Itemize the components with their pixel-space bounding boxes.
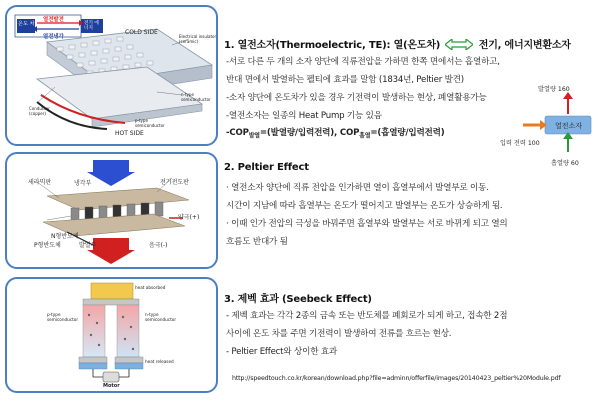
heat-absorbed-label: heat absorbed: [135, 285, 166, 290]
cop-formula: [226, 126, 444, 140]
negative-terminal-label: 음극(-): [149, 242, 168, 249]
heat-released-label: heat released: [145, 359, 174, 364]
section3-line-2: 사이에 온도 차를 주면 기전력이 발생하여 전류를 흐르는 현상.: [226, 329, 452, 339]
section3-title: 3. 제벡 효과 (Seebeck Effect): [224, 294, 372, 305]
input-power-label: 입력 전력 100: [500, 140, 540, 147]
cold-side-label: COLD SIDE: [125, 29, 158, 36]
section1-line-2: 반대 면에서 발열하는 펠티에 효과를 말함 (1834년, Peltier 발견): [226, 75, 464, 85]
cop-cool-formula: =(흡열량/입력전력): [370, 128, 445, 138]
section3-line-1: - 제벡 효과는 각각 2종의 금속 또는 반도체를 폐회로가 되게 하고, 접속한 2점: [226, 311, 508, 321]
section2-title: 2. Peltier Effect: [224, 162, 309, 173]
source-url[interactable]: http://speedtouch.co.kr/korean/download.php?file=adminn/offerfile/images/20140423_peltier%20Module.pdf: [232, 375, 561, 382]
n-semiconductor-label: N형반도체: [51, 233, 79, 240]
conductor-label: Conductor (copper): [29, 106, 50, 116]
insulator-label: Electrical insulator (ceramic): [179, 34, 217, 44]
cop-cool-sub: 흡열: [359, 132, 371, 140]
energy-block-label: 열전소자: [555, 122, 583, 130]
section1-title: [224, 36, 571, 51]
ceramic-plate-label: 세라믹판: [28, 179, 52, 186]
section1-title-prefix: 1. 열전소자(Thermoelectric, TE): 열(온도차): [224, 40, 441, 51]
peltier-heat-label: 열전발전: [43, 17, 64, 23]
seebeck-effect-diagram: [7, 279, 217, 391]
section2-line-2: 시간이 지남에 따라 흡열부는 온도가 떨어지고 발열부는 온도가 상승하게 됨.: [226, 201, 503, 211]
double-arrow-icon: [445, 39, 473, 50]
heat-in-label: 흡열량 60: [551, 160, 579, 167]
motor-label: Motor: [103, 383, 120, 389]
section2-line-3: · 이때 인가 전압의 극성을 바꿔주면 흡열부와 발열부는 서로 바뀌게 되고 열의: [226, 219, 508, 229]
cooling-part-label: 냉각부: [74, 180, 92, 187]
heat-out-label: 발열량 160: [538, 86, 570, 93]
section1-line-1: -서로 다른 두 개의 소자 양단에 직류전압을 가하면 한쪽 면에서는 흡열하고,: [226, 57, 500, 67]
peltier-cool-label: 열전냉각: [43, 34, 64, 40]
cop-heat-prefix: -COP: [226, 128, 249, 138]
peltier-effect-diagram: [7, 154, 217, 267]
cop-heat-sub: 발열: [248, 132, 260, 140]
positive-terminal-label: 양극(+): [178, 214, 200, 221]
n-type-label: n-type semiconductor: [181, 92, 211, 102]
heating-part-label: 발열부: [79, 242, 97, 249]
section2-line-1: · 열전소자 양단에 직류 전압을 인가하면 열이 흡열부에서 발열부로 이동.: [226, 183, 489, 193]
seebeck-effect-panel: [5, 277, 218, 393]
p-type-semiconductor-label: p-type semiconductor: [47, 312, 79, 322]
n-type-semiconductor-label: n-type semiconductor: [145, 312, 177, 322]
section1-title-suffix: 전기, 에너지변환소자: [478, 40, 571, 51]
section1-line-4: -열전소자는 일종의 Heat Pump 기능 있음: [226, 111, 382, 121]
section2-line-4: 흐름도 반대가 됨: [226, 237, 288, 247]
section3-line-3: - Peltier Effect와 상이한 효과: [226, 347, 338, 357]
temp-diff-label: 온도 차: [18, 21, 35, 27]
peltier-effect-panel: [5, 152, 218, 269]
section1-line-3: -소자 양단에 온도차가 있을 경우 기전력이 발생하는 현상, 폐열활용가능: [226, 93, 487, 103]
conductor-plate-label: 전기전도판: [160, 179, 189, 186]
thermoelectric-module-diagram: [7, 7, 217, 144]
p-semiconductor-label: P형반도체: [34, 242, 61, 249]
electric-energy-label: 전기 에너지: [84, 21, 99, 31]
thermoelectric-module-panel: [5, 5, 218, 146]
hot-side-label: HOT SIDE: [115, 130, 144, 137]
p-type-label: p-type semiconductor: [135, 118, 165, 128]
cop-heat-formula: =(발열량/입력전력), COP: [259, 128, 360, 138]
